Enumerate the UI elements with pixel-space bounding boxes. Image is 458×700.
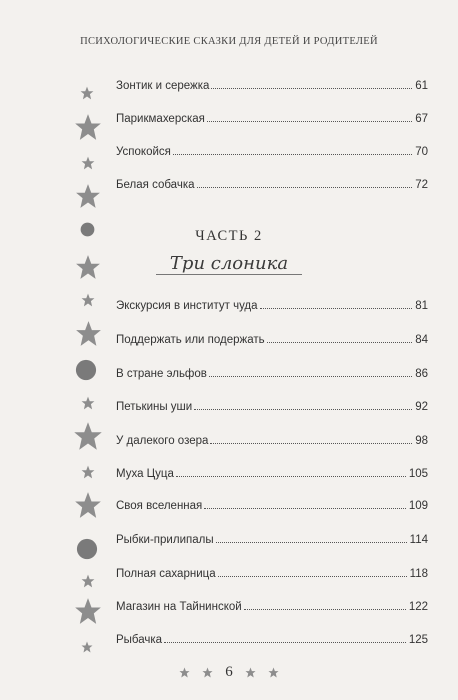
toc-entry[interactable] bbox=[116, 364, 428, 380]
toc-entry[interactable] bbox=[116, 496, 428, 512]
star-icon bbox=[202, 667, 213, 678]
dot-leader bbox=[216, 542, 407, 543]
star-icon bbox=[179, 667, 190, 678]
ball-icon bbox=[76, 538, 98, 560]
toc-entry[interactable] bbox=[116, 76, 428, 92]
page-footer bbox=[0, 664, 458, 681]
toc-entry-title: Муха Цуца bbox=[116, 468, 174, 480]
toc-entry[interactable] bbox=[116, 296, 428, 312]
toc-entry[interactable] bbox=[116, 397, 428, 413]
star-icon bbox=[245, 667, 256, 678]
running-header: ПСИХОЛОГИЧЕСКИЕ СКАЗКИ ДЛЯ ДЕТЕЙ И РОДИТЕЛЕЙ bbox=[80, 36, 378, 47]
star-icon bbox=[81, 293, 95, 307]
dot-leader bbox=[209, 376, 412, 377]
toc-entry-title: В стране эльфов bbox=[116, 368, 207, 380]
star-icon bbox=[74, 597, 102, 625]
toc-entry-title: Парикмахерская bbox=[116, 113, 205, 125]
dot-leader bbox=[260, 308, 413, 309]
dot-leader bbox=[211, 88, 412, 89]
ball-icon bbox=[75, 359, 97, 381]
toc-entry[interactable] bbox=[116, 330, 428, 346]
toc-entry-title: Полная сахарница bbox=[116, 568, 216, 580]
dot-leader bbox=[176, 476, 406, 477]
star-icon bbox=[80, 86, 94, 100]
toc-entry[interactable] bbox=[116, 142, 428, 158]
toc-entry-page: 98 bbox=[415, 435, 428, 447]
toc-entry[interactable] bbox=[116, 530, 428, 546]
toc-entry-title: Магазин на Тайнинской bbox=[116, 601, 242, 613]
star-icon bbox=[81, 465, 95, 479]
toc-entry-title: Экскурсия в институт чуда bbox=[116, 300, 258, 312]
dot-leader bbox=[164, 642, 406, 643]
toc-entry[interactable] bbox=[116, 464, 428, 480]
dot-leader bbox=[194, 409, 412, 410]
star-icon bbox=[81, 641, 93, 653]
toc-entry-page: 86 bbox=[415, 368, 428, 380]
toc-entry[interactable] bbox=[116, 597, 428, 613]
toc-entry-page: 114 bbox=[409, 534, 428, 546]
toc-entry-page: 61 bbox=[415, 80, 428, 92]
toc-entry-title: У далекого озера bbox=[116, 435, 209, 447]
dot-leader bbox=[197, 187, 413, 188]
toc-entry-page: 109 bbox=[408, 500, 428, 512]
part-title-text: Три слоника bbox=[156, 253, 302, 275]
dot-leader bbox=[218, 576, 407, 577]
dot-leader bbox=[244, 609, 406, 610]
ball-icon bbox=[80, 222, 95, 237]
toc-entry-title: Своя вселенная bbox=[116, 500, 203, 512]
star-icon bbox=[74, 491, 102, 519]
toc-entry-page: 67 bbox=[415, 113, 428, 125]
star-icon bbox=[268, 667, 279, 678]
toc-entry-title: Белая собачка bbox=[116, 179, 195, 191]
star-icon bbox=[74, 113, 102, 141]
toc-entry-title: Петькины уши bbox=[116, 401, 193, 413]
toc-entry-page: 92 bbox=[415, 401, 428, 413]
star-icon bbox=[73, 421, 103, 451]
toc-entry-page: 72 bbox=[415, 179, 428, 191]
toc-entry-page: 125 bbox=[408, 634, 428, 646]
toc-entry-title: Поддержать или подержать bbox=[116, 334, 265, 346]
part-title bbox=[0, 253, 458, 274]
toc-entry-title: Успокойся bbox=[116, 146, 171, 158]
dot-leader bbox=[204, 508, 406, 509]
toc-entry-page: 105 bbox=[408, 468, 428, 480]
toc-entry[interactable] bbox=[116, 175, 428, 191]
toc-entry[interactable] bbox=[116, 109, 428, 125]
star-icon bbox=[75, 183, 101, 209]
dot-leader bbox=[210, 443, 412, 444]
star-icon bbox=[81, 574, 95, 588]
dot-leader bbox=[267, 342, 413, 343]
star-icon bbox=[75, 320, 102, 347]
toc-entry-page: 81 bbox=[415, 300, 428, 312]
page-number: 6 bbox=[225, 664, 233, 680]
part-label: ЧАСТЬ 2 bbox=[195, 228, 263, 244]
dot-leader bbox=[173, 154, 412, 155]
toc-entry[interactable] bbox=[116, 630, 428, 646]
dot-leader bbox=[207, 121, 412, 122]
toc-entry-page: 122 bbox=[408, 601, 428, 613]
toc-entry-page: 84 bbox=[415, 334, 428, 346]
toc-entry-page: 70 bbox=[415, 146, 428, 158]
toc-entry-title: Рыбки-прилипалы bbox=[116, 534, 214, 546]
star-icon bbox=[81, 156, 95, 170]
toc-entry[interactable] bbox=[116, 564, 428, 580]
toc-entry-page: 118 bbox=[409, 568, 428, 580]
star-icon bbox=[81, 396, 95, 410]
star-icon bbox=[75, 254, 101, 280]
toc-entry-title: Рыбачка bbox=[116, 634, 163, 646]
toc-entry-title: Зонтик и сережка bbox=[116, 80, 210, 92]
toc-entry[interactable] bbox=[116, 431, 428, 447]
